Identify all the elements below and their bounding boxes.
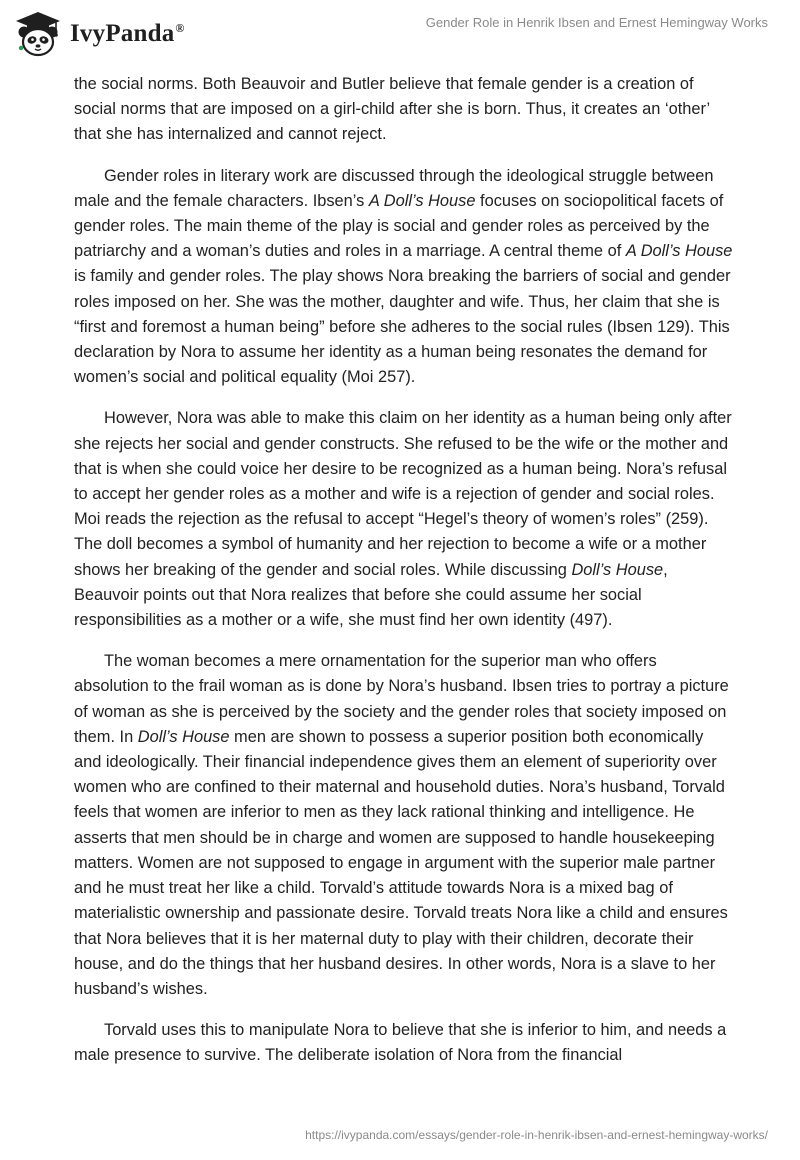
- book-title: Doll’s House: [137, 727, 230, 746]
- paragraph-text: is family and gender roles. The play shows Nora breaking the barriers of social and gender roles imposed on her. She was the mother, daughter and wife. Thus, her claim that she is “first and foremost a human being” before she adheres to the social rules (Ibsen 129). This declaration by Nora to assume her identity as a human being resonates the demand for women’s social and political equality (Moi 257).: [74, 267, 731, 387]
- paragraph-text: men are shown to possess a superior position both economically and ideologically. Their financial independence gives them an element of superiority over women who are confined to their maternal and household duties. Nora’s husband, Torvald feels that women are inferior to men as they lack rational thinking and intelligence. He asserts that men should be in charge and women are supposed to handle housekeeping matters. Women are not supposed to engage in argument with the superior male partner and he must treat her like a child. Torvald’s attitude towards Nora is a mixed bag of materialistic ownership and passionate desire. Torvald treats Nora like a child and ensures that Nora believes that it is her maternal duty to play with their children, decorate their house, and do the things that her husband desires. In other words, Nora is a slave to her husband’s wishes.: [74, 727, 728, 998]
- essay-body: [74, 72, 734, 1085]
- paragraph-text: , Beauvoir points out that Nora realizes that before she could assume her social responsibilities as a mother or a wife, she must find her own identity (497).: [74, 560, 668, 630]
- paragraph-1: [74, 72, 734, 148]
- paragraph-text: focuses on sociopolitical facets of gender roles. The main theme of the play is social and gender roles as perceived by the patriarchy and a woman’s duties and roles in a marriage. A central theme of: [74, 191, 724, 261]
- logo-registered-mark: ®: [175, 20, 185, 35]
- book-title: A Doll’s House: [625, 242, 733, 261]
- paragraph-text: The woman becomes a mere ornamentation for the superior man who offers absolution to the frail woman as is done by Nora’s husband. Ibsen tries to portray a picture of woman as she is perceived by the society and the gender roles that society imposed on them. In: [74, 652, 729, 746]
- paragraph-5: [74, 1018, 734, 1068]
- logo-wordmark: IvyPanda: [70, 20, 175, 47]
- paragraph-text: the social norms. Both Beauvoir and Butler believe that female gender is a creation of social norms that are imposed on a girl-child after she is born. Thus, it creates an ‘other’ that she has internalized and cannot reject.: [74, 75, 710, 144]
- panda-graduation-cap-icon: [12, 8, 64, 60]
- page-header: [0, 0, 800, 72]
- paragraph-text: Torvald uses this to manipulate Nora to believe that she is inferior to him, and needs a male presence to survive. The deliberate isolation of Nora from the financial: [74, 1021, 727, 1065]
- source-url[interactable]: https://ivypanda.com/essays/gender-role-in-henrik-ibsen-and-ernest-hemingway-works/: [305, 1128, 768, 1142]
- paragraph-3: [74, 406, 734, 633]
- document-title: Gender Role in Henrik Ibsen and Ernest Hemingway Works: [425, 15, 768, 30]
- paragraph-text: However, Nora was able to make this claim on her identity as a human being only after she rejects her social and gender constructs. She refused to be the wife or the mother and that is when she could voice her desire to be recognized as a human being. Nora’s refusal to accept her gender roles as a mother and wife is a rejection of gender and social roles. Moi reads the rejection as the refusal to accept “Hegel’s theory of women’s roles” (259). The doll becomes a symbol of humanity and her rejection to become a wife or a mother shows her breaking of the gender and social roles. While discussing: [74, 409, 732, 579]
- logo-text: [70, 20, 185, 48]
- book-title: Doll’s House: [571, 560, 664, 579]
- paragraph-4: [74, 649, 734, 1002]
- book-title: A Doll’s House: [368, 191, 476, 210]
- paragraph-2: [74, 164, 734, 391]
- paragraph-text: Gender roles in literary work are discussed through the ideological struggle between male and the female characters. Ibsen’s: [74, 166, 714, 210]
- ivypanda-logo[interactable]: [12, 8, 185, 60]
